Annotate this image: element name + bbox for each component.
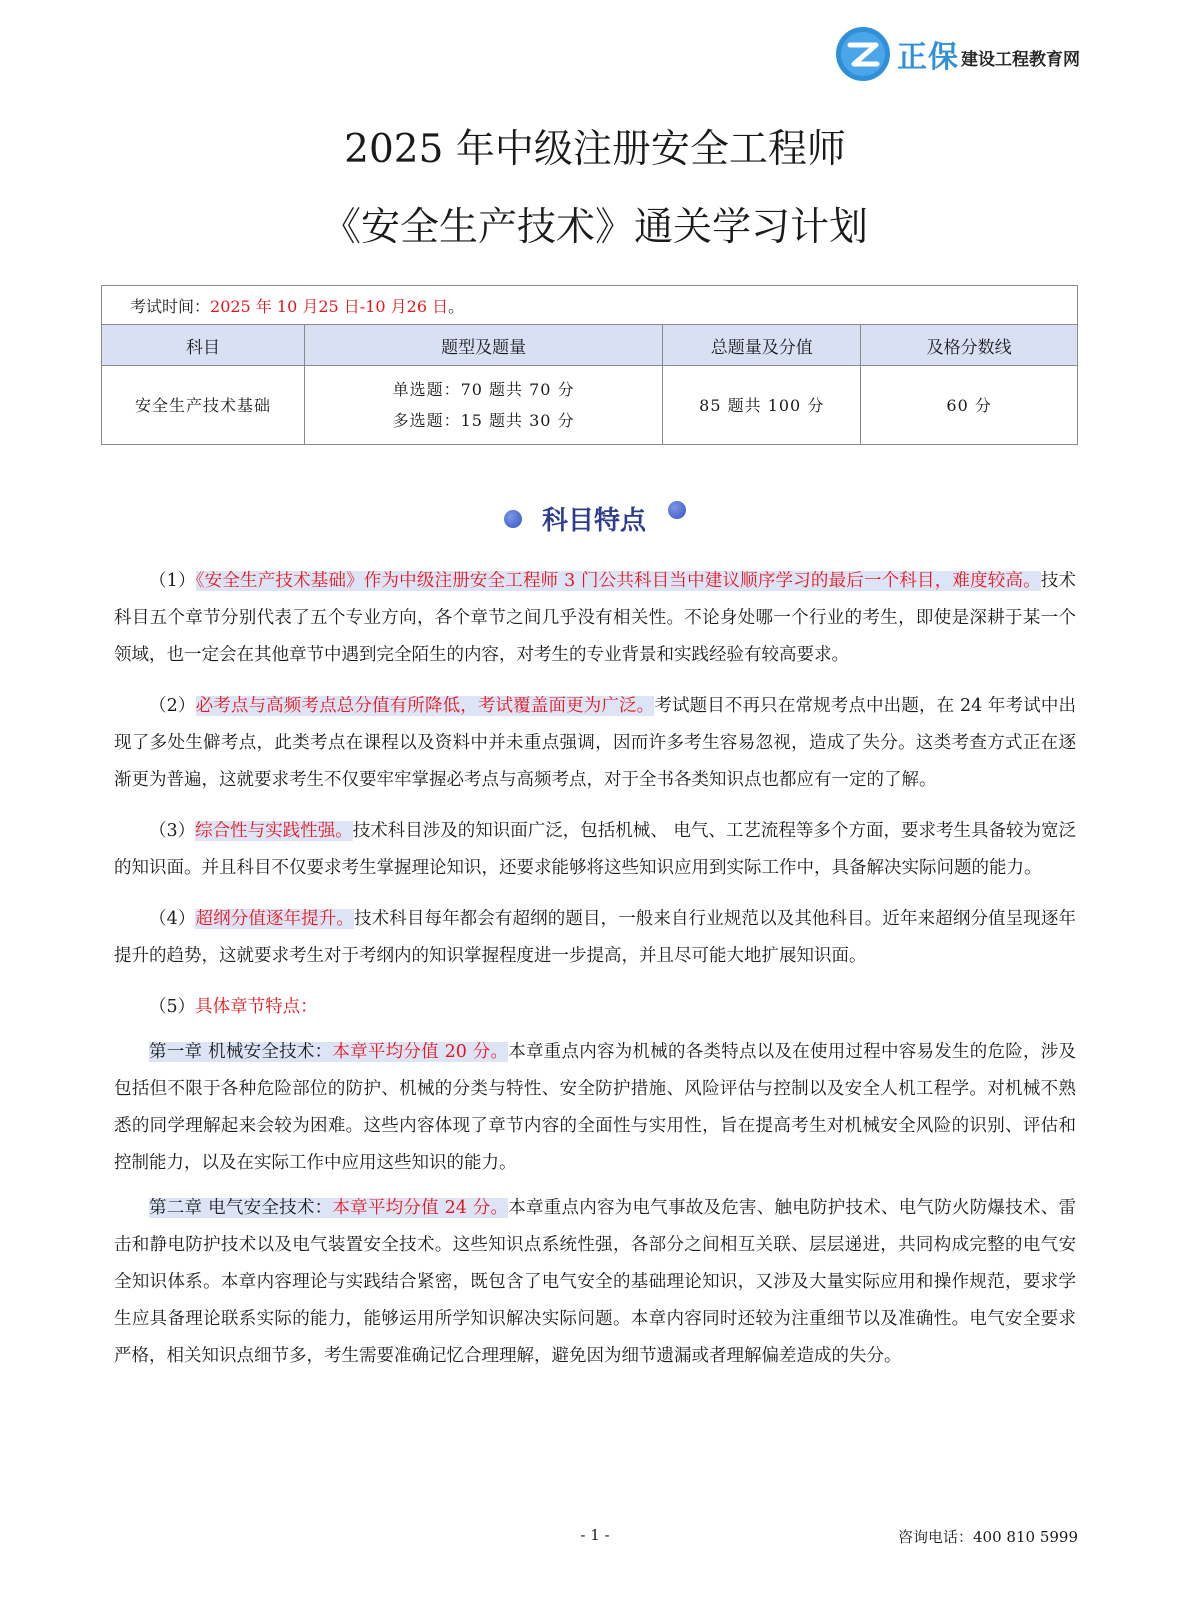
- zhengbao-logo-icon: [835, 26, 891, 82]
- chapter-avg-score: 本章平均分值 20 分。: [332, 1042, 509, 1062]
- section-title: 科目特点: [541, 506, 646, 536]
- chapter-1: [114, 1034, 1076, 1182]
- logo-subtitle: 建设工程教育网: [961, 49, 1080, 70]
- content-body: [114, 563, 1076, 1383]
- chapter-name: 第二章 电气安全技术：: [149, 1198, 333, 1218]
- bullet-dot-icon: [504, 510, 522, 528]
- question-type-single: 单选题：70 题共 70 分: [392, 380, 575, 399]
- paragraph-4: [114, 901, 1076, 975]
- cell-pass-score: 60 分: [861, 366, 1078, 445]
- section-heading: [0, 500, 1190, 537]
- paragraph-text: 技术科目五个章节分别代表了五个专业方向，各个章节之间几乎没有相关性。不论身处哪一个行业的考生，即使是深耕于某一个领域，也一定会在其他章节中遇到完全陌生的内容，对考生的专业背景和实践经验有较高要求。: [114, 571, 1076, 665]
- exam-time-end: 。: [448, 296, 465, 316]
- document-title-line2: 《安全生产技术》通关学习计划: [321, 205, 868, 250]
- header-total: 总题量及分值: [663, 325, 861, 366]
- logo-brand-text: 正保: [897, 40, 959, 75]
- chapter-text: 本章重点内容为电气事故及危害、触电防护技术、电气防火防爆技术、雷击和静电防护技术以及电气装置安全技术。这些知识点系统性强，各部分之间相互关联、层层递进，共同构成完整的电气安全知识体系。本章内容理论与实践结合紧密，既包含了电气安全的基础理论知识，又涉及大量实际应用和操作规范，要求学生应具备理论联系实际的能力，能够运用所学知识解决实际问题。本章内容同时还较为注重细节以及准确性。电气安全要求严格，相关知识点细节多，考生需要准确记忆合理理解，避免因为细节遗漏或者理解偏差造成的失分。: [114, 1198, 1077, 1366]
- cell-total: 85 题共 100 分: [663, 366, 861, 445]
- bullet-dot-icon: [668, 501, 686, 519]
- paragraph-highlight: 具体章节特点：: [195, 997, 318, 1017]
- header-question-type: 题型及题量: [305, 325, 663, 366]
- paragraph-highlight: 超纲分值逐年提升。: [195, 909, 354, 929]
- chapter-avg-score: 本章平均分值 24 分。: [332, 1198, 509, 1218]
- chapter-text: 本章重点内容为机械的各类特点以及在使用过程中容易发生的危险，涉及包括但不限于各种危险部位的防护、机械的分类与特性、安全防护措施、风险评估与控制以及安全人机工程学。对机械不熟悉的同学理解起来会较为困难。这些内容体现了章节内容的全面性与实用性，旨在提高考生对机械安全风险的识别、评估和控制能力，以及在实际工作中应用这些知识的能力。: [114, 1042, 1077, 1173]
- exam-time-cell: [102, 286, 1078, 325]
- paragraph-number: （5）: [149, 997, 196, 1017]
- paragraph-text: 技术科目涉及的知识面广泛，包括机械、 电气、工艺流程等多个方面，要求考生具备较为宽泛的知识面。并且科目不仅要求考生掌握理论知识，还要求能够将这些知识应用到实际工作中，具备解决实际问题的能力。: [114, 821, 1077, 878]
- paragraph-2: [114, 688, 1076, 799]
- paragraph-number: （3）: [149, 821, 196, 841]
- paragraph-3: [114, 813, 1076, 887]
- paragraph-highlight: 《安全生产技术基础》作为中级注册安全工程师 3 门公共科目当中建议顺序学习的最后一个科目，难度较高。: [195, 571, 1041, 591]
- page-number: - 1 -: [580, 1526, 610, 1544]
- paragraph-text: 考试题目不再只在常规考点中出题，在 24 年考试中出现了多处生僻考点，此类考点在课程以及资料中并未重点强调，因而许多考生容易忽视，造成了失分。这类考查方式正在逐渐更为普遍，这就要求考生不仅要牢牢掌握必考点与高频考点，对于全书各类知识点也都应有一定的了解。: [114, 696, 1077, 790]
- paragraph-highlight: 必考点与高频考点总分值有所降低，考试覆盖面更为广泛。: [195, 696, 655, 716]
- consult-phone: 咨询电话：400 810 5999: [898, 1528, 1078, 1546]
- chapter-name: 第一章 机械安全技术：: [149, 1042, 333, 1062]
- paragraph-number: （1）: [149, 571, 196, 591]
- paragraph-5: [114, 989, 1076, 1026]
- brand-logo: [835, 26, 1080, 82]
- header-subject: 科目: [102, 325, 305, 366]
- cell-subject: 安全生产技术基础: [102, 366, 305, 445]
- question-type-multi: 多选题：15 题共 30 分: [392, 411, 575, 430]
- cell-question-types: [305, 366, 663, 445]
- paragraph-1: [114, 563, 1076, 674]
- chapter-2: [114, 1190, 1076, 1375]
- paragraph-text: 技术科目每年都会有超纲的题目，一般来自行业规范以及其他科目。近年来超纲分值呈现逐年提升的趋势，这就要求考生对于考纲内的知识掌握程度进一步提高，并且尽可能大地扩展知识面。: [114, 909, 1077, 966]
- header-pass-score: 及格分数线: [861, 325, 1078, 366]
- paragraph-number: （4）: [149, 909, 196, 929]
- exam-info-table: [101, 285, 1078, 445]
- paragraph-number: （2）: [149, 696, 196, 716]
- paragraph-highlight: 综合性与实践性强。: [195, 821, 353, 841]
- document-title-line1: 2025 年中级注册安全工程师: [344, 127, 846, 172]
- exam-time-label: 考试时间：: [130, 296, 211, 316]
- exam-time-value: 2025 年 10 月25 日-10 月26 日: [210, 296, 449, 316]
